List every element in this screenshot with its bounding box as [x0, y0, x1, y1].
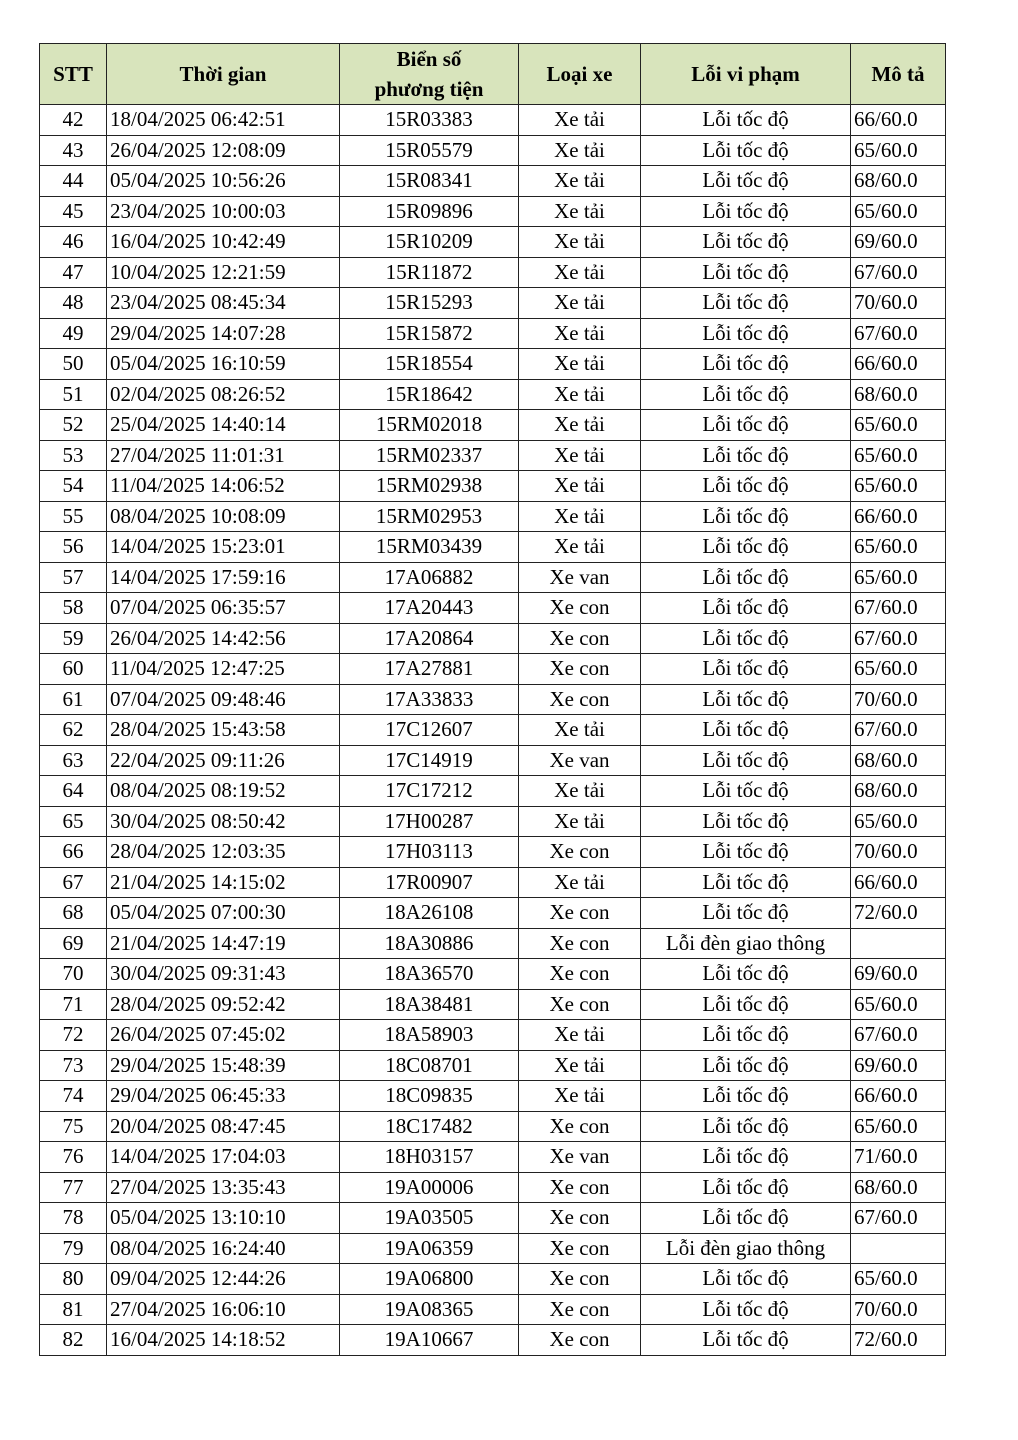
- cell-type: Xe tải: [519, 196, 641, 227]
- cell-plate: 19A10667: [340, 1325, 519, 1356]
- table-row: [40, 135, 946, 166]
- cell-desc: 65/60.0: [851, 806, 946, 837]
- cell-plate: 15R08341: [340, 166, 519, 197]
- cell-plate: 15RM02953: [340, 501, 519, 532]
- table-row: [40, 806, 946, 837]
- header-type: Loại xe: [519, 44, 641, 105]
- cell-type: Xe tải: [519, 471, 641, 502]
- cell-violation: Lỗi tốc độ: [641, 105, 851, 136]
- cell-type: Xe con: [519, 1233, 641, 1264]
- table-row: [40, 227, 946, 258]
- cell-plate: 17A06882: [340, 562, 519, 593]
- cell-desc: 65/60.0: [851, 410, 946, 441]
- cell-type: Xe tải: [519, 349, 641, 380]
- cell-type: Xe tải: [519, 105, 641, 136]
- cell-time: 11/04/2025 12:47:25: [107, 654, 340, 685]
- cell-time: 05/04/2025 07:00:30: [107, 898, 340, 929]
- table-row: [40, 745, 946, 776]
- cell-type: Xe con: [519, 684, 641, 715]
- cell-plate: 17H03113: [340, 837, 519, 868]
- cell-violation: Lỗi tốc độ: [641, 593, 851, 624]
- cell-time: 27/04/2025 16:06:10: [107, 1294, 340, 1325]
- cell-type: Xe tải: [519, 806, 641, 837]
- cell-violation: Lỗi tốc độ: [641, 715, 851, 746]
- cell-stt: 51: [40, 379, 107, 410]
- cell-plate: 15R15293: [340, 288, 519, 319]
- cell-time: 30/04/2025 08:50:42: [107, 806, 340, 837]
- cell-violation: Lỗi tốc độ: [641, 1172, 851, 1203]
- table-body: [40, 105, 946, 1356]
- cell-desc: 68/60.0: [851, 776, 946, 807]
- cell-type: Xe con: [519, 837, 641, 868]
- cell-plate: 15R10209: [340, 227, 519, 258]
- cell-time: 23/04/2025 10:00:03: [107, 196, 340, 227]
- cell-type: Xe con: [519, 989, 641, 1020]
- cell-plate: 15RM02018: [340, 410, 519, 441]
- cell-violation: Lỗi tốc độ: [641, 1294, 851, 1325]
- cell-type: Xe con: [519, 1203, 641, 1234]
- header-time: Thời gian: [107, 44, 340, 105]
- cell-violation: Lỗi tốc độ: [641, 867, 851, 898]
- cell-stt: 72: [40, 1020, 107, 1051]
- cell-stt: 56: [40, 532, 107, 563]
- cell-plate: 15R03383: [340, 105, 519, 136]
- table-row: [40, 1325, 946, 1356]
- cell-desc: 72/60.0: [851, 1325, 946, 1356]
- cell-stt: 42: [40, 105, 107, 136]
- cell-stt: 65: [40, 806, 107, 837]
- cell-stt: 74: [40, 1081, 107, 1112]
- cell-type: Xe tải: [519, 867, 641, 898]
- cell-type: Xe tải: [519, 532, 641, 563]
- table-row: [40, 1050, 946, 1081]
- cell-time: 26/04/2025 14:42:56: [107, 623, 340, 654]
- cell-desc: 68/60.0: [851, 1172, 946, 1203]
- cell-type: Xe tải: [519, 257, 641, 288]
- cell-violation: Lỗi tốc độ: [641, 562, 851, 593]
- cell-violation: Lỗi tốc độ: [641, 532, 851, 563]
- cell-plate: 17C17212: [340, 776, 519, 807]
- cell-time: 20/04/2025 08:47:45: [107, 1111, 340, 1142]
- header-plate-line1: Biển số: [396, 47, 462, 71]
- cell-desc: 67/60.0: [851, 257, 946, 288]
- cell-time: 27/04/2025 11:01:31: [107, 440, 340, 471]
- cell-desc: 68/60.0: [851, 379, 946, 410]
- table-row: [40, 1233, 946, 1264]
- cell-stt: 60: [40, 654, 107, 685]
- cell-plate: 18A30886: [340, 928, 519, 959]
- cell-desc: 65/60.0: [851, 989, 946, 1020]
- cell-stt: 73: [40, 1050, 107, 1081]
- cell-type: Xe con: [519, 928, 641, 959]
- cell-violation: Lỗi tốc độ: [641, 1203, 851, 1234]
- cell-stt: 59: [40, 623, 107, 654]
- table-row: [40, 532, 946, 563]
- cell-type: Xe tải: [519, 1081, 641, 1112]
- cell-desc: 66/60.0: [851, 867, 946, 898]
- cell-desc: 65/60.0: [851, 135, 946, 166]
- cell-time: 25/04/2025 14:40:14: [107, 410, 340, 441]
- cell-stt: 47: [40, 257, 107, 288]
- header-desc: Mô tả: [851, 44, 946, 105]
- cell-time: 29/04/2025 06:45:33: [107, 1081, 340, 1112]
- table-row: [40, 1203, 946, 1234]
- cell-plate: 18A58903: [340, 1020, 519, 1051]
- cell-plate: 17R00907: [340, 867, 519, 898]
- table-row: [40, 166, 946, 197]
- cell-time: 26/04/2025 07:45:02: [107, 1020, 340, 1051]
- cell-violation: Lỗi tốc độ: [641, 898, 851, 929]
- table-row: [40, 1172, 946, 1203]
- cell-violation: Lỗi tốc độ: [641, 684, 851, 715]
- cell-time: 22/04/2025 09:11:26: [107, 745, 340, 776]
- table-row: [40, 898, 946, 929]
- cell-desc: 71/60.0: [851, 1142, 946, 1173]
- cell-plate: 15RM02938: [340, 471, 519, 502]
- header-row: [40, 44, 946, 105]
- cell-violation: Lỗi tốc độ: [641, 837, 851, 868]
- cell-desc: 65/60.0: [851, 532, 946, 563]
- cell-stt: 53: [40, 440, 107, 471]
- cell-desc: 65/60.0: [851, 1264, 946, 1295]
- cell-time: 29/04/2025 14:07:28: [107, 318, 340, 349]
- table-row: [40, 1111, 946, 1142]
- cell-time: 14/04/2025 17:04:03: [107, 1142, 340, 1173]
- cell-time: 14/04/2025 15:23:01: [107, 532, 340, 563]
- cell-time: 05/04/2025 10:56:26: [107, 166, 340, 197]
- cell-stt: 77: [40, 1172, 107, 1203]
- table-row: [40, 471, 946, 502]
- table-row: [40, 684, 946, 715]
- cell-violation: Lỗi tốc độ: [641, 379, 851, 410]
- cell-desc: 70/60.0: [851, 288, 946, 319]
- cell-plate: 18A36570: [340, 959, 519, 990]
- table-row: [40, 776, 946, 807]
- table-row: [40, 1142, 946, 1173]
- header-plate: [340, 44, 519, 105]
- cell-type: Xe tải: [519, 1020, 641, 1051]
- cell-time: 16/04/2025 14:18:52: [107, 1325, 340, 1356]
- table-row: [40, 562, 946, 593]
- cell-plate: 17A20864: [340, 623, 519, 654]
- table-row: [40, 318, 946, 349]
- cell-desc: 65/60.0: [851, 1111, 946, 1142]
- cell-stt: 70: [40, 959, 107, 990]
- cell-violation: Lỗi tốc độ: [641, 135, 851, 166]
- cell-plate: 18H03157: [340, 1142, 519, 1173]
- cell-time: 30/04/2025 09:31:43: [107, 959, 340, 990]
- cell-type: Xe con: [519, 654, 641, 685]
- table-row: [40, 379, 946, 410]
- table-row: [40, 593, 946, 624]
- cell-plate: 15RM03439: [340, 532, 519, 563]
- table-row: [40, 288, 946, 319]
- cell-time: 27/04/2025 13:35:43: [107, 1172, 340, 1203]
- cell-stt: 75: [40, 1111, 107, 1142]
- cell-desc: 70/60.0: [851, 1294, 946, 1325]
- table-row: [40, 1081, 946, 1112]
- cell-type: Xe van: [519, 745, 641, 776]
- cell-violation: Lỗi tốc độ: [641, 471, 851, 502]
- cell-plate: 18C08701: [340, 1050, 519, 1081]
- cell-violation: Lỗi tốc độ: [641, 1050, 851, 1081]
- cell-type: Xe tải: [519, 1050, 641, 1081]
- cell-desc: 67/60.0: [851, 593, 946, 624]
- table-row: [40, 654, 946, 685]
- cell-stt: 61: [40, 684, 107, 715]
- cell-desc: [851, 928, 946, 959]
- table-row: [40, 410, 946, 441]
- cell-time: 29/04/2025 15:48:39: [107, 1050, 340, 1081]
- cell-time: 23/04/2025 08:45:34: [107, 288, 340, 319]
- cell-stt: 64: [40, 776, 107, 807]
- cell-time: 28/04/2025 15:43:58: [107, 715, 340, 746]
- cell-plate: 18C17482: [340, 1111, 519, 1142]
- cell-stt: 58: [40, 593, 107, 624]
- cell-desc: 69/60.0: [851, 959, 946, 990]
- cell-plate: 19A06359: [340, 1233, 519, 1264]
- cell-time: 08/04/2025 08:19:52: [107, 776, 340, 807]
- cell-plate: 17A33833: [340, 684, 519, 715]
- cell-desc: 67/60.0: [851, 715, 946, 746]
- cell-time: 07/04/2025 09:48:46: [107, 684, 340, 715]
- cell-plate: 18C09835: [340, 1081, 519, 1112]
- header-violation: Lỗi vi phạm: [641, 44, 851, 105]
- cell-violation: Lỗi tốc độ: [641, 806, 851, 837]
- cell-stt: 71: [40, 989, 107, 1020]
- cell-plate: 15R15872: [340, 318, 519, 349]
- cell-type: Xe con: [519, 1294, 641, 1325]
- cell-plate: 15R11872: [340, 257, 519, 288]
- table-row: [40, 867, 946, 898]
- cell-type: Xe con: [519, 1264, 641, 1295]
- cell-violation: Lỗi tốc độ: [641, 410, 851, 441]
- cell-stt: 46: [40, 227, 107, 258]
- table-row: [40, 928, 946, 959]
- cell-plate: 17A20443: [340, 593, 519, 624]
- cell-violation: Lỗi tốc độ: [641, 1111, 851, 1142]
- cell-time: 16/04/2025 10:42:49: [107, 227, 340, 258]
- cell-violation: Lỗi đèn giao thông: [641, 928, 851, 959]
- cell-desc: 68/60.0: [851, 745, 946, 776]
- table-row: [40, 1294, 946, 1325]
- cell-violation: Lỗi tốc độ: [641, 227, 851, 258]
- cell-stt: 45: [40, 196, 107, 227]
- cell-plate: 18A26108: [340, 898, 519, 929]
- cell-violation: Lỗi tốc độ: [641, 1325, 851, 1356]
- violations-table: [39, 43, 946, 1356]
- cell-desc: 65/60.0: [851, 440, 946, 471]
- cell-stt: 55: [40, 501, 107, 532]
- cell-stt: 76: [40, 1142, 107, 1173]
- table-row: [40, 837, 946, 868]
- cell-stt: 48: [40, 288, 107, 319]
- cell-type: Xe tải: [519, 501, 641, 532]
- cell-violation: Lỗi tốc độ: [641, 1081, 851, 1112]
- cell-desc: 72/60.0: [851, 898, 946, 929]
- cell-desc: 65/60.0: [851, 654, 946, 685]
- cell-plate: 17C12607: [340, 715, 519, 746]
- cell-plate: 15RM02337: [340, 440, 519, 471]
- cell-stt: 81: [40, 1294, 107, 1325]
- cell-desc: 67/60.0: [851, 623, 946, 654]
- cell-plate: 15R09896: [340, 196, 519, 227]
- table-row: [40, 989, 946, 1020]
- table-row: [40, 257, 946, 288]
- cell-violation: Lỗi tốc độ: [641, 288, 851, 319]
- table-row: [40, 349, 946, 380]
- cell-plate: 15R18554: [340, 349, 519, 380]
- cell-type: Xe tải: [519, 410, 641, 441]
- cell-violation: Lỗi tốc độ: [641, 959, 851, 990]
- cell-stt: 49: [40, 318, 107, 349]
- table-row: [40, 959, 946, 990]
- cell-desc: 70/60.0: [851, 837, 946, 868]
- cell-desc: 69/60.0: [851, 227, 946, 258]
- table-row: [40, 196, 946, 227]
- cell-desc: 65/60.0: [851, 196, 946, 227]
- cell-violation: Lỗi tốc độ: [641, 501, 851, 532]
- cell-type: Xe tải: [519, 135, 641, 166]
- table-row: [40, 1020, 946, 1051]
- cell-desc: 69/60.0: [851, 1050, 946, 1081]
- cell-stt: 57: [40, 562, 107, 593]
- cell-violation: Lỗi tốc độ: [641, 745, 851, 776]
- cell-type: Xe van: [519, 1142, 641, 1173]
- cell-violation: Lỗi tốc độ: [641, 1142, 851, 1173]
- cell-stt: 79: [40, 1233, 107, 1264]
- cell-type: Xe con: [519, 593, 641, 624]
- cell-time: 07/04/2025 06:35:57: [107, 593, 340, 624]
- cell-violation: Lỗi tốc độ: [641, 623, 851, 654]
- cell-type: Xe tải: [519, 379, 641, 410]
- cell-violation: Lỗi đèn giao thông: [641, 1233, 851, 1264]
- cell-plate: 19A00006: [340, 1172, 519, 1203]
- cell-type: Xe con: [519, 1172, 641, 1203]
- table-row: [40, 623, 946, 654]
- cell-desc: 66/60.0: [851, 501, 946, 532]
- table-row: [40, 1264, 946, 1295]
- cell-desc: 67/60.0: [851, 1203, 946, 1234]
- table-row: [40, 501, 946, 532]
- cell-violation: Lỗi tốc độ: [641, 776, 851, 807]
- cell-plate: 15R05579: [340, 135, 519, 166]
- cell-plate: 17A27881: [340, 654, 519, 685]
- cell-type: Xe con: [519, 623, 641, 654]
- cell-stt: 43: [40, 135, 107, 166]
- table-row: [40, 105, 946, 136]
- cell-desc: 67/60.0: [851, 1020, 946, 1051]
- cell-time: 10/04/2025 12:21:59: [107, 257, 340, 288]
- cell-violation: Lỗi tốc độ: [641, 166, 851, 197]
- header-plate-line2: phương tiện: [374, 77, 484, 101]
- cell-time: 28/04/2025 09:52:42: [107, 989, 340, 1020]
- cell-violation: Lỗi tốc độ: [641, 349, 851, 380]
- cell-stt: 63: [40, 745, 107, 776]
- cell-time: 18/04/2025 06:42:51: [107, 105, 340, 136]
- cell-type: Xe van: [519, 562, 641, 593]
- cell-time: 26/04/2025 12:08:09: [107, 135, 340, 166]
- cell-violation: Lỗi tốc độ: [641, 1020, 851, 1051]
- cell-type: Xe con: [519, 959, 641, 990]
- cell-time: 21/04/2025 14:15:02: [107, 867, 340, 898]
- cell-time: 02/04/2025 08:26:52: [107, 379, 340, 410]
- cell-plate: 18A38481: [340, 989, 519, 1020]
- cell-desc: 66/60.0: [851, 105, 946, 136]
- cell-type: Xe tải: [519, 166, 641, 197]
- cell-type: Xe con: [519, 1111, 641, 1142]
- cell-type: Xe tải: [519, 227, 641, 258]
- cell-time: 05/04/2025 13:10:10: [107, 1203, 340, 1234]
- table-row: [40, 440, 946, 471]
- cell-desc: 66/60.0: [851, 349, 946, 380]
- cell-time: 11/04/2025 14:06:52: [107, 471, 340, 502]
- cell-desc: 66/60.0: [851, 1081, 946, 1112]
- cell-stt: 62: [40, 715, 107, 746]
- cell-desc: 70/60.0: [851, 684, 946, 715]
- cell-time: 08/04/2025 10:08:09: [107, 501, 340, 532]
- cell-type: Xe tải: [519, 318, 641, 349]
- table-header: [40, 44, 946, 105]
- cell-time: 08/04/2025 16:24:40: [107, 1233, 340, 1264]
- cell-violation: Lỗi tốc độ: [641, 440, 851, 471]
- cell-stt: 68: [40, 898, 107, 929]
- cell-violation: Lỗi tốc độ: [641, 257, 851, 288]
- cell-stt: 52: [40, 410, 107, 441]
- cell-violation: Lỗi tốc độ: [641, 318, 851, 349]
- cell-type: Xe tải: [519, 715, 641, 746]
- cell-violation: Lỗi tốc độ: [641, 196, 851, 227]
- cell-plate: 15R18642: [340, 379, 519, 410]
- cell-time: 09/04/2025 12:44:26: [107, 1264, 340, 1295]
- cell-type: Xe con: [519, 1325, 641, 1356]
- cell-desc: [851, 1233, 946, 1264]
- cell-stt: 67: [40, 867, 107, 898]
- cell-type: Xe tải: [519, 288, 641, 319]
- cell-violation: Lỗi tốc độ: [641, 989, 851, 1020]
- cell-plate: 19A08365: [340, 1294, 519, 1325]
- table-row: [40, 715, 946, 746]
- cell-stt: 54: [40, 471, 107, 502]
- header-stt: STT: [40, 44, 107, 105]
- cell-time: 28/04/2025 12:03:35: [107, 837, 340, 868]
- cell-plate: 19A06800: [340, 1264, 519, 1295]
- cell-desc: 67/60.0: [851, 318, 946, 349]
- cell-desc: 68/60.0: [851, 166, 946, 197]
- cell-plate: 17C14919: [340, 745, 519, 776]
- cell-stt: 69: [40, 928, 107, 959]
- cell-type: Xe tải: [519, 776, 641, 807]
- cell-time: 05/04/2025 16:10:59: [107, 349, 340, 380]
- cell-type: Xe tải: [519, 440, 641, 471]
- cell-stt: 82: [40, 1325, 107, 1356]
- cell-stt: 80: [40, 1264, 107, 1295]
- cell-stt: 78: [40, 1203, 107, 1234]
- cell-time: 21/04/2025 14:47:19: [107, 928, 340, 959]
- cell-type: Xe con: [519, 898, 641, 929]
- cell-violation: Lỗi tốc độ: [641, 1264, 851, 1295]
- cell-plate: 19A03505: [340, 1203, 519, 1234]
- cell-plate: 17H00287: [340, 806, 519, 837]
- cell-desc: 65/60.0: [851, 562, 946, 593]
- cell-stt: 66: [40, 837, 107, 868]
- cell-stt: 44: [40, 166, 107, 197]
- cell-violation: Lỗi tốc độ: [641, 654, 851, 685]
- cell-time: 14/04/2025 17:59:16: [107, 562, 340, 593]
- cell-stt: 50: [40, 349, 107, 380]
- cell-desc: 65/60.0: [851, 471, 946, 502]
